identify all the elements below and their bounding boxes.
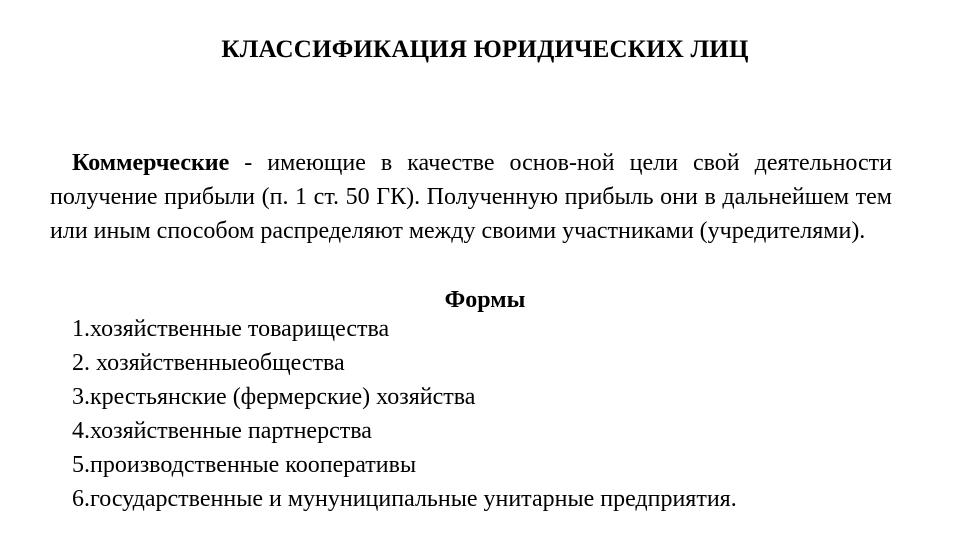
list-item: 4.хозяйственные партнерства	[72, 418, 372, 444]
list-item: 3.крестьянские (фермерские) хозяйства	[72, 384, 476, 410]
definition-text: - имеющие в качестве основ-ной цели свой деятельности получение прибыли (п. 1 ст. 50 ГК). Полученную прибыль они в дальнейшем тем или иным способом распределяют между своими участниками (учредителями).	[50, 150, 892, 244]
definition-term: Коммерческие	[72, 150, 230, 176]
forms-list	[72, 312, 737, 516]
forms-heading: Формы	[444, 287, 526, 313]
definition-paragraph	[50, 146, 892, 248]
slide-title: КЛАССИФИКАЦИЯ ЮРИДИЧЕСКИХ ЛИЦ	[221, 36, 749, 63]
list-item: 5.производственные кооперативы	[72, 452, 417, 478]
list-item: 6.государственные и мунуниципальные унитарные предприятия.	[72, 486, 737, 512]
list-item: 2. хозяйственныеобщества	[72, 350, 345, 376]
list-item: 1.хозяйственные товарищества	[72, 316, 390, 342]
